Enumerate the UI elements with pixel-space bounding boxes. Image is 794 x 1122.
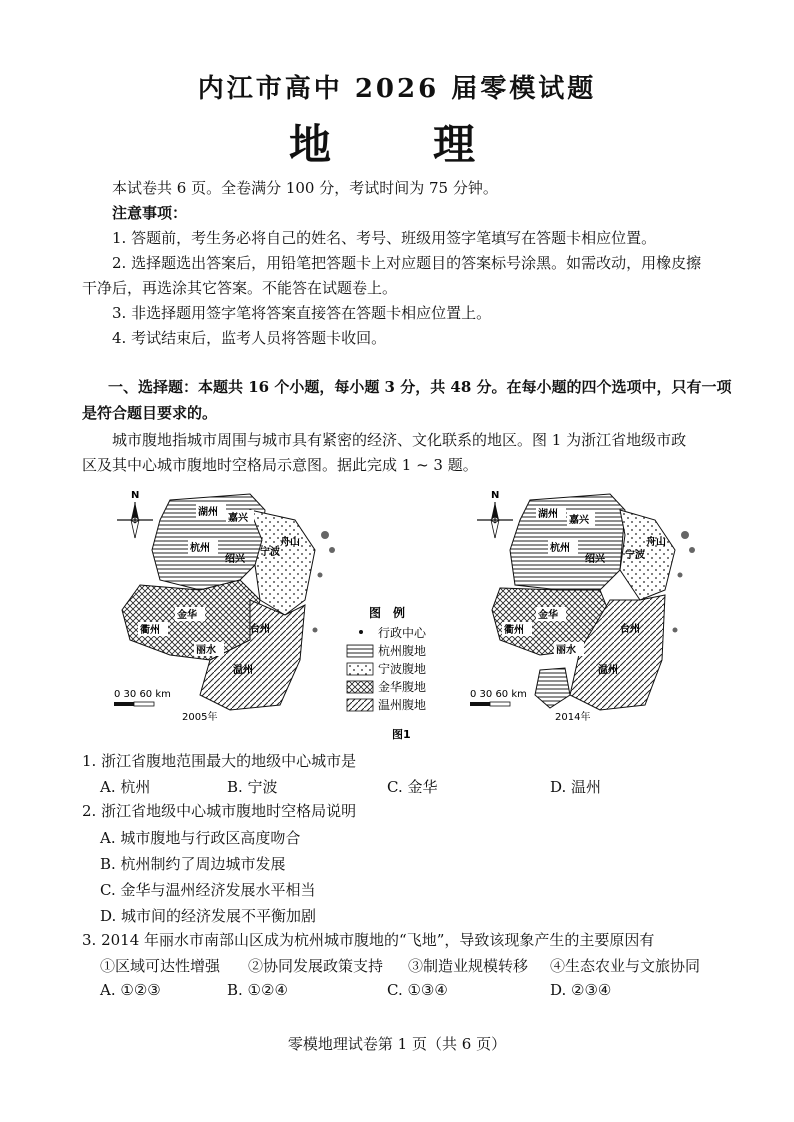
legend-title: 图 例 [369,606,406,620]
region-hangzhou-enclave-2014 [535,668,570,708]
map2005-label-quzhou: 衢州 [140,625,160,636]
question-2-stem: 2. 浙江省地级中心城市腹地时空格局说明 [82,802,357,820]
map2005-label-jiaxing: 嘉兴 [228,513,248,524]
question-2-option-c[interactable]: C. 金华与温州经济发展水平相当 [100,881,316,899]
map2005-label-zhoushan: 舟山 [280,537,300,548]
question-3-statement-3: ③制造业规模转移 [408,957,529,975]
map2014-label-wenzhou: 温州 [598,665,618,676]
question-1-option-b[interactable]: B. 宁波 [227,778,278,796]
map2014-label-jiaxing: 嘉兴 [569,515,589,526]
map-2005 [114,490,335,723]
map2014-label-hangzhou: 杭州 [550,543,570,554]
question-3-option-c[interactable]: C. ①③④ [387,981,448,999]
question-3-option-d[interactable]: D. ②③④ [550,981,612,999]
question-2-option-d[interactable]: D. 城市间的经济发展不平衡加剧 [100,907,317,925]
question-2-option-b[interactable]: B. 杭州制约了周边城市发展 [100,855,286,873]
map2014-label-shaoxing: 绍兴 [585,554,605,565]
map2005-scale-label: 0 30 60 km [114,689,171,700]
map2014-label-jinhua: 金华 [538,610,558,621]
exam-title: 内江市高中 2026 届零模试题 [197,74,597,104]
map2005-year: 2005年 [182,712,218,723]
north-arrow-icon [477,502,513,538]
legend-item-admin: 行政中心 [378,626,427,640]
legend-swatch-wenzhou [347,699,373,711]
question-3-option-b[interactable]: B. ①②④ [227,981,288,999]
map2005-label-taizhou: 台州 [250,624,270,635]
notice-item-4: 4. 考试结束后，监考人员将答题卡收回。 [112,329,387,347]
notice-item-3: 3. 非选择题用签字笔将答案直接答在答题卡相应位置上。 [112,304,492,322]
notice-heading: 注意事项： [112,204,188,222]
map-2014 [470,490,695,723]
map2014-label-lishui: 丽水 [556,645,576,656]
map2014-label-taizhou: 台州 [620,624,640,635]
legend-item-hangzhou: 杭州腹地 [378,644,427,658]
north-label: N [131,490,140,501]
map2014-label-quzhou: 衢州 [504,625,524,636]
exam-intro: 本试卷共 6 页。全卷满分 100 分，考试时间为 75 分钟。 [112,179,498,197]
section-heading-line2: 是符合题目要求的。 [82,404,218,422]
material-line1: 城市腹地指城市周围与城市具有紧密的经济、文化联系的地区。图 1 为浙江省地级市政 [112,431,687,449]
section-heading-line1: 一、选择题：本题共 16 个小题，每小题 3 分，共 48 分。在每小题的四个选项中，只有一项 [108,378,732,396]
material-line2: 区及其中心城市腹地时空格局示意图。据此完成 1 ~ 3 题。 [82,456,478,474]
map2005-label-ningbo: 宁波 [260,547,280,558]
question-3-option-a[interactable]: A. ①②③ [100,981,161,999]
north-label-2014: N [491,490,500,501]
map2014-scale-bar [470,702,490,706]
map2005-label-lishui: 丽水 [196,645,216,656]
question-3-statement-4: ④生态农业与文旅协同 [550,957,701,975]
question-3-statement-1: ①区域可达性增强 [100,957,221,975]
legend-item-jinhua: 金华腹地 [378,680,427,694]
question-2-option-a[interactable]: A. 城市腹地与行政区高度吻合 [100,829,301,847]
question-1-option-d[interactable]: D. 温州 [550,778,602,796]
map2014-label-zhoushan: 舟山 [646,537,666,548]
map2005-label-hangzhou: 杭州 [190,543,210,554]
question-3-statement-2: ②协同发展政策支持 [248,957,384,975]
question-1-option-c[interactable]: C. 金华 [387,778,438,796]
legend-admin-center-icon [359,630,363,634]
map2014-label-huzhou: 湖州 [538,509,558,520]
question-3-stem: 3. 2014 年丽水市南部山区成为杭州城市腹地的“飞地”，导致该现象产生的主要原因有 [82,931,655,949]
map2014-label-ningbo: 宁波 [625,550,645,561]
legend-swatch-hangzhou [347,645,373,657]
legend-item-ningbo: 宁波腹地 [378,662,427,676]
page-footer: 零模地理试卷第 1 页（共 6 页） [287,1035,507,1053]
question-1-option-a[interactable]: A. 杭州 [100,778,151,796]
map2005-label-jinhua: 金华 [177,610,197,621]
map2005-scale-bar [114,702,134,706]
map2014-year: 2014年 [555,712,591,723]
figure-caption: 图1 [392,728,411,741]
legend-swatch-jinhua [347,681,373,693]
subject-title: 地 理 [288,120,505,169]
map2005-label-huzhou: 湖州 [198,507,218,518]
notice-item-1: 1. 答题前，考生务必将自己的姓名、考号、班级用签字笔填写在答题卡相应位置。 [112,229,657,247]
map2005-label-shaoxing: 绍兴 [225,554,245,565]
question-1-stem: 1. 浙江省腹地范围最大的地级中心城市是 [82,752,357,770]
map2014-scale-label: 0 30 60 km [470,689,527,700]
legend-item-wenzhou: 温州腹地 [378,698,427,712]
legend [347,605,427,712]
north-arrow-icon [117,502,153,538]
notice-item-2-line2: 干净后，再选涂其它答案。不能答在试题卷上。 [82,279,398,297]
notice-item-2-line1: 2. 选择题选出答案后，用铅笔把答题卡上对应题目的答案标号涂黑。如需改动，用橡皮擦 [112,254,702,272]
figure-zhejiang-hinterland [100,480,720,750]
legend-swatch-ningbo [347,663,373,675]
map2005-label-wenzhou: 温州 [233,665,253,676]
